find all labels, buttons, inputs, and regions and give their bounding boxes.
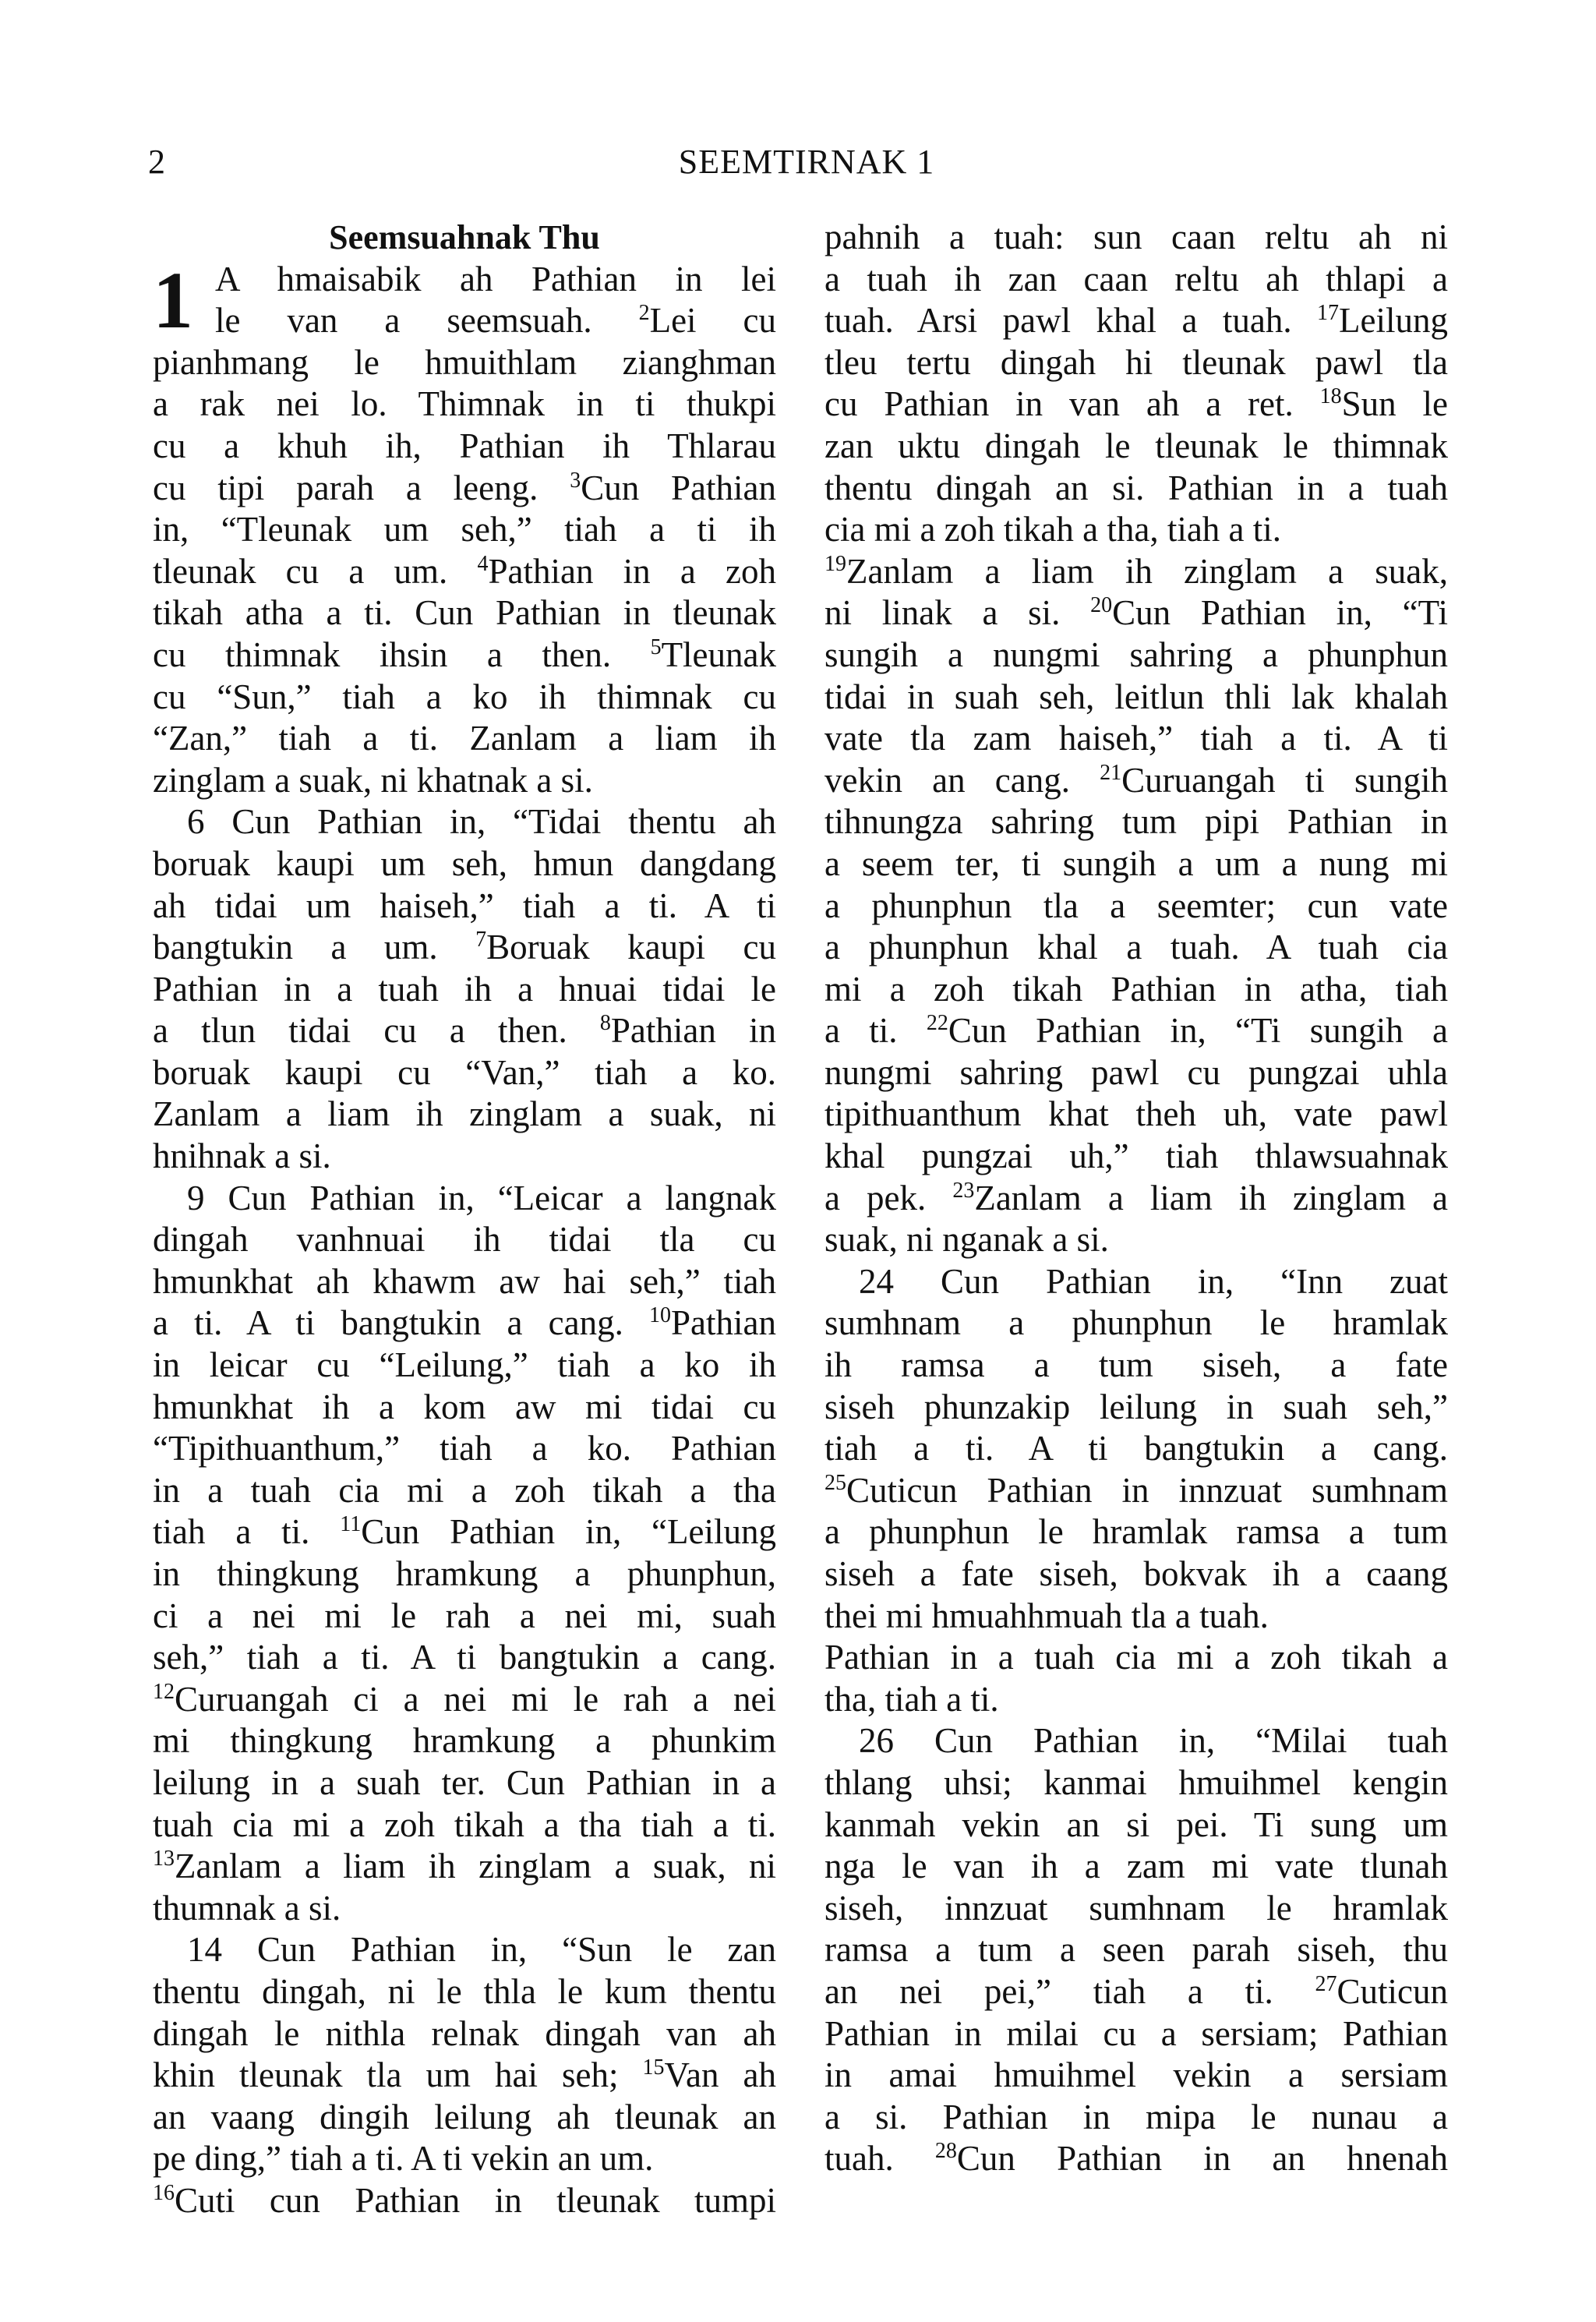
text-line: seh,” tiah a ti. A ti bangtukin a cang. [153, 1638, 776, 1677]
text-line: vate tla zam haiseh,” tiah a ti. A ti [824, 719, 1448, 758]
text-line: cu “Sun,” tiah a ko ih thimnak cu [153, 677, 776, 716]
text-line: mi thingkung hramkung a phunkim [153, 1721, 776, 1761]
chapter-number: 1 [153, 255, 193, 345]
text-line: tha, tiah a ti. [824, 1679, 999, 1719]
text-line: dingah vanhnuai ih tidai tla cu [153, 1220, 776, 1260]
text-line: leilung in a suah ter. Cun Pathian in a [153, 1762, 776, 1802]
text-line: hnihnak a si. [153, 1136, 331, 1176]
text-line: sumhnam a phunphun le hramlak [824, 1303, 1448, 1343]
text-line: Pathian in a tuah cia mi a zoh tikah a [824, 1638, 1448, 1677]
text-line: in leicar cu “Leilung,” tiah a ko ih [153, 1345, 776, 1385]
text-line: 9 Cun Pathian in, “Leicar a langnak [187, 1178, 776, 1218]
text-line: le van a seemsuah. $^2$Lei cu [215, 301, 777, 341]
text-line: in a tuah cia mi a zoh tikah a tha [153, 1470, 776, 1510]
page-header [148, 139, 1465, 186]
page-number: 2 [148, 143, 165, 181]
text-line: a ti. $^{22}$Cun Pathian in, “Ti sungih a [824, 1011, 1448, 1051]
text-line: zan uktu dingah le tleunak le thimnak [824, 426, 1448, 465]
text-line: a rak nei lo. Thimnak in ti thukpi [153, 384, 776, 424]
right-column-text [824, 217, 1448, 2180]
text-line: thei mi hmuahhmuah tla a tuah. [824, 1596, 1269, 1635]
text-line: a si. Pathian in mipa le nunau a [824, 2097, 1448, 2136]
text-line: siseh, innzuat sumhnam le hramlak [824, 1888, 1448, 1928]
text-line: cu thimnak ihsin a then. $^5$Tleunak [153, 634, 776, 674]
text-line: a phunphun khal a tuah. A tuah cia [824, 928, 1448, 967]
text-line: 24 Cun Pathian in, “Inn zuat [859, 1261, 1448, 1301]
text-line: tidai in suah seh, leitlun thli lak khalah [824, 677, 1448, 716]
text-line: A hmaisabik ah Pathian in lei [215, 259, 776, 299]
text-line: thlang uhsi; kanmai hmuihmel kengin [824, 1762, 1448, 1802]
text-line: an nei pei,” tiah a ti. $^{27}$Cuticun [824, 1971, 1448, 2011]
text-line: “Zan,” tiah a ti. Zanlam a liam ih [153, 719, 776, 758]
text-line: Pathian in a tuah ih a hnuai tidai le [153, 969, 776, 1009]
left-column-text [153, 255, 777, 2222]
text-line: bangtukin a um. $^7$Boruak kaupi cu [153, 928, 776, 967]
text-line: 6 Cun Pathian in, “Tidai thentu ah [187, 802, 776, 842]
text-line: in amai hmuihmel vekin a sersiam [824, 2055, 1448, 2095]
text-line: kanmah vekin an si pei. Ti sung um [824, 1804, 1448, 1844]
text-line: nungmi sahring pawl cu pungzai uhla [824, 1052, 1448, 1092]
text-line: tiah a ti. $^{11}$Cun Pathian in, “Leilung [153, 1512, 776, 1552]
text-line: Zanlam a liam ih zinglam a suak, ni [153, 1094, 776, 1134]
text-line: khal pungzai uh,” tiah thlawsuahnak [824, 1136, 1448, 1176]
text-line: nga le van ih a zam mi vate tlunah [824, 1847, 1448, 1886]
text-line: cia mi a zoh tikah a tha, tiah a ti. [824, 510, 1282, 550]
text-line: $^{12}$Curuangah ci a nei mi le rah a nei [153, 1679, 776, 1719]
text-line: dingah le nithla relnak dingah van ah [153, 2013, 776, 2053]
text-line: zinglam a suak, ni khatnak a si. [153, 760, 593, 800]
text-line: “Tipithuanthum,” tiah a ko. Pathian [153, 1429, 776, 1468]
chapter-opening [153, 255, 777, 2222]
text-line: a tlun tidai cu a then. $^8$Pathian in [153, 1011, 776, 1051]
text-line: pahnih a tuah: sun caan reltu ah ni [824, 217, 1448, 256]
text-line: $^{13}$Zanlam a liam ih zinglam a suak, ni [153, 1847, 776, 1886]
text-line: an vaang dingih leilung ah tleunak an [153, 2097, 776, 2136]
text-line: tleunak cu a um. $^4$Pathian in a zoh [153, 551, 776, 591]
text-line: suak, ni nganak a si. [824, 1220, 1109, 1260]
text-line: in, “Tleunak um seh,” tiah a ti ih [153, 510, 776, 550]
text-line: khin tleunak tla um hai seh; $^{15}$Van ah [153, 2055, 776, 2095]
text-line: ramsa a tum a seen parah siseh, thu [824, 1930, 1448, 1970]
text-line: thumnak a si. [153, 1888, 341, 1928]
text-line: tuah. Arsi pawl khal a tuah. $^{17}$Leilung [824, 301, 1448, 341]
text-line: $^{19}$Zanlam a liam ih zinglam a suak, [824, 551, 1448, 591]
text-line: Pathian in milai cu a sersiam; Pathian [824, 2013, 1448, 2053]
text-line: ah tidai um haiseh,” tiah a ti. A ti [153, 885, 776, 925]
left-column [153, 217, 776, 2222]
text-line: ci a nei mi le rah a nei mi, suah [153, 1596, 776, 1635]
text-line: tikah atha a ti. Cun Pathian in tleunak [153, 593, 776, 633]
text-line: siseh a fate siseh, bokvak ih a caang [824, 1554, 1448, 1593]
text-line: 14 Cun Pathian in, “Sun le zan [187, 1930, 776, 1970]
text-line: siseh phunzakip leilung in suah seh,” [824, 1387, 1448, 1426]
text-line: a phunphun tla a seemter; cun vate [824, 885, 1448, 925]
text-line: thentu dingah, ni le thla le kum thentu [153, 1971, 776, 2011]
text-line: tuah cia mi a zoh tikah a tha tiah a ti. [153, 1804, 776, 1844]
text-line: cu tipi parah a leeng. $^3$Cun Pathian [153, 468, 776, 507]
text-line: tiah a ti. A ti bangtukin a cang. [824, 1429, 1448, 1468]
text-line: mi a zoh tikah Pathian in atha, tiah [824, 969, 1448, 1009]
text-line: tipithuanthum khat theh uh, vate pawl [824, 1094, 1448, 1134]
text-line: $^{25}$Cuticun Pathian in innzuat sumhnam [824, 1470, 1448, 1510]
text-line: pianhmang le hmuithlam zianghman [153, 342, 776, 382]
text-line: thentu dingah an si. Pathian in a tuah [824, 468, 1448, 507]
text-line: boruak kaupi um seh, hmun dangdang [153, 843, 776, 883]
right-column [824, 217, 1448, 2180]
text-line: cu Pathian in van ah a ret. $^{18}$Sun le [824, 384, 1448, 424]
text-line: $^{16}$Cuti cun Pathian in tleunak tumpi [153, 2180, 776, 2220]
section-heading: Seemsuahnak Thu [329, 218, 600, 256]
text-line: a ti. A ti bangtukin a cang. $^{10}$Pathian [153, 1303, 776, 1343]
text-line: boruak kaupi cu “Van,” tiah a ko. [153, 1052, 776, 1092]
text-line: cu a khuh ih, Pathian ih Thlarau [153, 426, 776, 465]
text-line: ih ramsa a tum siseh, a fate [824, 1345, 1448, 1385]
text-line: hmunkhat ah khawm aw hai seh,” tiah [153, 1261, 776, 1301]
text-line: tleu tertu dingah hi tleunak pawl tla [824, 342, 1448, 382]
text-line: tuah. $^{28}$Cun Pathian in an hnenah [824, 2139, 1448, 2179]
text-line: sungih a nungmi sahring a phunphun [824, 634, 1448, 674]
text-line: a pek. $^{23}$Zanlam a liam ih zinglam a [824, 1178, 1449, 1218]
text-line: hmunkhat ih a kom aw mi tidai cu [153, 1387, 776, 1426]
text-line: in thingkung hramkung a phunphun, [153, 1554, 776, 1593]
running-head: SEEMTIRNAK 1 [678, 143, 935, 181]
text-line: a seem ter, ti sungih a um a nung mi [824, 843, 1448, 883]
text-line: 26 Cun Pathian in, “Milai tuah [859, 1721, 1448, 1761]
text-line: vekin an cang. $^{21}$Curuangah ti sungih [824, 760, 1448, 800]
text-line: tihnungza sahring tum pipi Pathian in [824, 802, 1448, 842]
text-line: a tuah ih zan caan reltu ah thlapi a [824, 259, 1448, 299]
text-line: pe ding,” tiah a ti. A ti vekin an um. [153, 2139, 654, 2179]
text-line: a phunphun le hramlak ramsa a tum [824, 1512, 1448, 1552]
text-line: ni linak a si. $^{20}$Cun Pathian in, “Ti [824, 593, 1448, 633]
